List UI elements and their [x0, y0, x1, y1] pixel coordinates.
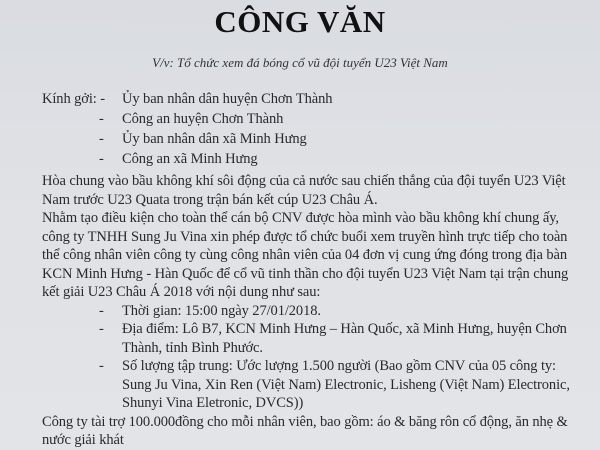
document-subject: V/v: Tổ chức xem đá bóng cổ vũ đội tuyển U23 Việt Nam	[152, 55, 448, 70]
recipient-item: Công an huyện Chơn Thành	[122, 111, 284, 127]
recipient-item: Công an xã Minh Hưng	[122, 151, 258, 167]
body-line: KCN Minh Hưng - Hàn Quốc để cổ vũ tinh thần cho đội tuyển U23 Việt Nam tại trận chung	[42, 265, 569, 282]
recipients-label: Kính gởi: -	[42, 91, 105, 107]
body-line: kết giải U23 Châu Á 2018 với nội dung như sau:	[42, 284, 321, 300]
body-line: Nhằm tạo điều kiện cho toàn thể cán bộ CNV được hòa mình vào bầu không khí chung ấy,	[42, 210, 559, 226]
recipient-item: Ủy ban nhân dân xã Minh Hưng	[122, 131, 307, 147]
detail-time: Thời gian: 15:00 ngày 27/01/2018.	[122, 302, 321, 319]
detail-location: Thành, tỉnh Bình Phước.	[122, 339, 263, 356]
bullet-dash: -	[99, 302, 104, 319]
body-line: công ty TNHH Sung Ju Vina xin phép được tổ chức buổi xem truyền hình trực tiếp cho toàn	[42, 228, 568, 245]
detail-location: Địa điểm: Lô B7, KCN Minh Hưng – Hàn Quốc, xã Minh Hưng, huyện Chơn	[122, 321, 567, 337]
bullet-dash: -	[99, 151, 104, 167]
body-line: thể công nhân viên công ty cùng công nhân viên của 04 đơn vị cung ứng đóng trong địa bàn	[42, 247, 567, 263]
detail-attendance: Số lượng tập trung: Ước lượng 1.500 người (Bao gồm CNV của 05 công ty:	[122, 358, 556, 374]
closing-line: nước giải khát	[42, 432, 124, 448]
body-line: Nam trước U23 Quata trong trận bán kết cúp U23 Châu Á.	[42, 191, 378, 208]
bullet-dash: -	[99, 111, 104, 127]
bullet-dash: -	[99, 358, 104, 374]
detail-attendance: Sung Ju Vina, Xin Ren (Việt Nam) Electronic, Lisheng (Việt Nam) Electronic,	[122, 376, 570, 393]
bullet-dash: -	[99, 321, 104, 337]
bullet-dash: -	[99, 131, 104, 147]
body-line: Hòa chung vào bầu không khí sôi động của cả nước sau chiến thắng của đội tuyển U23 Việt	[42, 173, 566, 189]
closing-line: Công ty tài trợ 100.000đồng cho mỗi nhân viên, bao gồm: áo & băng rôn cổ động, ăn nhẹ &	[42, 413, 568, 430]
detail-attendance: Shunyi Vina Eletronic, DVCS))	[122, 395, 304, 411]
document-title: CÔNG VĂN	[214, 4, 386, 39]
recipient-item: Ủy ban nhân dân huyện Chơn Thành	[122, 91, 333, 107]
